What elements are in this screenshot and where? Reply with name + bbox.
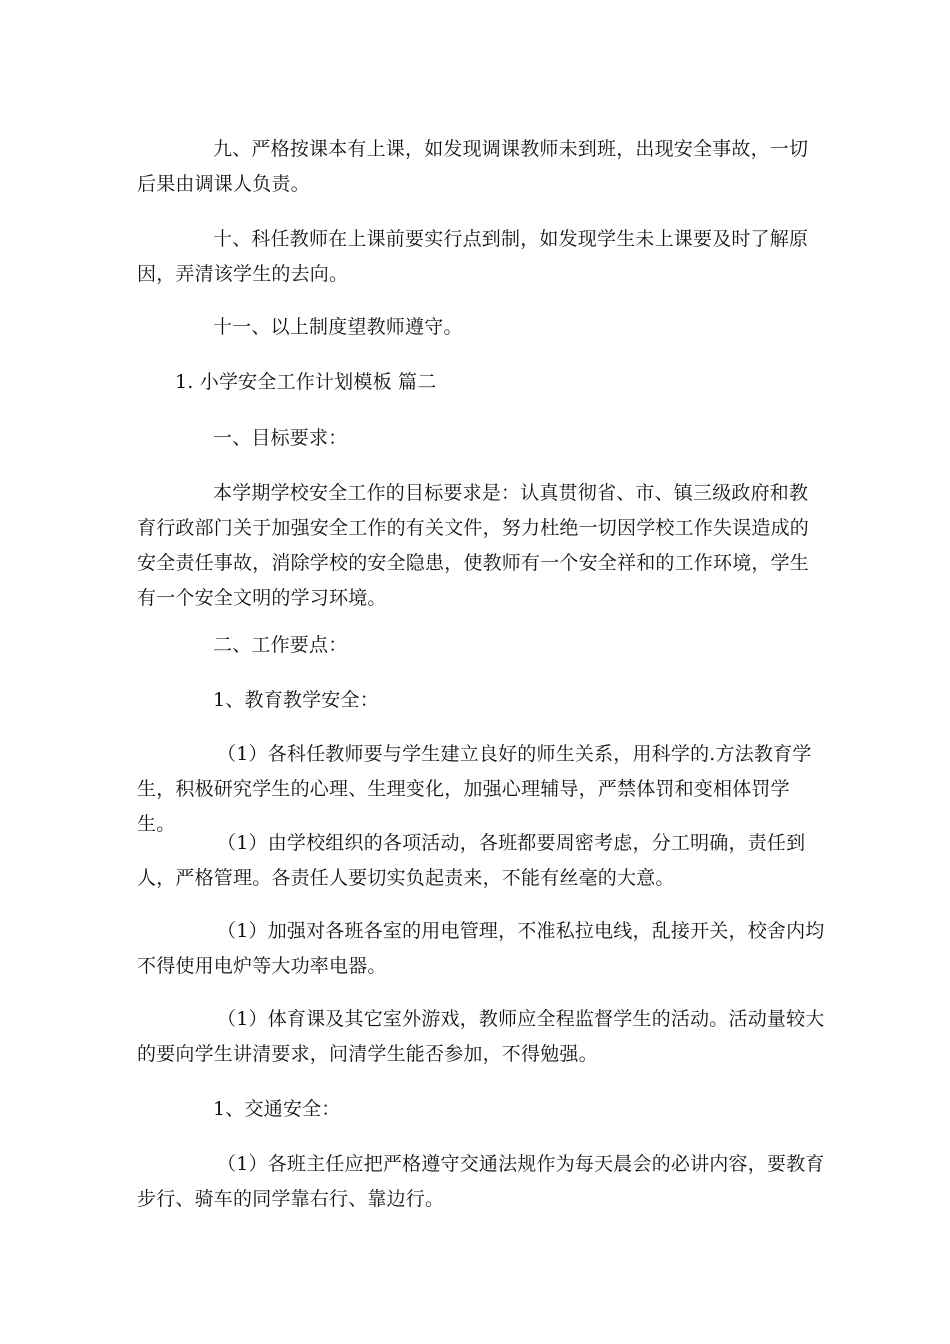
paragraph-electricity: （1）加强对各班各室的用电管理，不准私拉电线，乱接开关，校舍内均不得使用电炉等大功率电器。 [137,920,825,977]
paragraph-rule-nine: 九、严格按课本有上课，如发现调课教师未到班，出现安全事故，一切后果由调课人负责。 [137,138,809,195]
paragraph-goals-body: 本学期学校安全工作的目标要求是：认真贯彻省、市、镇三级政府和教育行政部门关于加强安全工作的有关文件，努力杜绝一切因学校工作失误造成的安全责任事故，消除学校的安全隐患，使教师有一个安全祥和的工作环境，学生有一个安全文明的学习环境。 [137,482,810,609]
section-title-part-two: 1. 小学安全工作计划模板 篇二 [175,371,437,393]
paragraph-traffic-rules: （1）各班主任应把严格遵守交通法规作为每天晨会的必讲内容，要教育步行、骑车的同学靠右行、靠边行。 [137,1153,825,1210]
paragraph-rule-ten: 十、科任教师在上课前要实行点到制，如发现学生未上课要及时了解原因，弄清该学生的去向。 [137,228,809,285]
heading-traffic-safety: 1、交通安全： [213,1098,341,1120]
heading-teaching-safety: 1、教育教学安全： [213,689,379,711]
paragraph-teacher-relations: （1）各科任教师要与学生建立良好的师生关系，用科学的.方法教育学生，积极研究学生的心理、生理变化，加强心理辅导，严禁体罚和变相体罚学生。 [137,743,812,835]
paragraph-school-activities: （1）由学校组织的各项活动，各班都要周密考虑，分工明确，责任到人，严格管理。各责任人要切实负起责来，不能有丝毫的大意。 [137,832,806,889]
paragraph-pe-class: （1）体育课及其它室外游戏，教师应全程监督学生的活动。活动量较大的要向学生讲清要求，问清学生能否参加，不得勉强。 [137,1008,825,1065]
heading-goals: 一、目标要求： [213,427,348,449]
paragraph-rule-eleven: 十一、以上制度望教师遵守。 [213,316,463,338]
heading-work-points: 二、工作要点： [213,634,348,656]
